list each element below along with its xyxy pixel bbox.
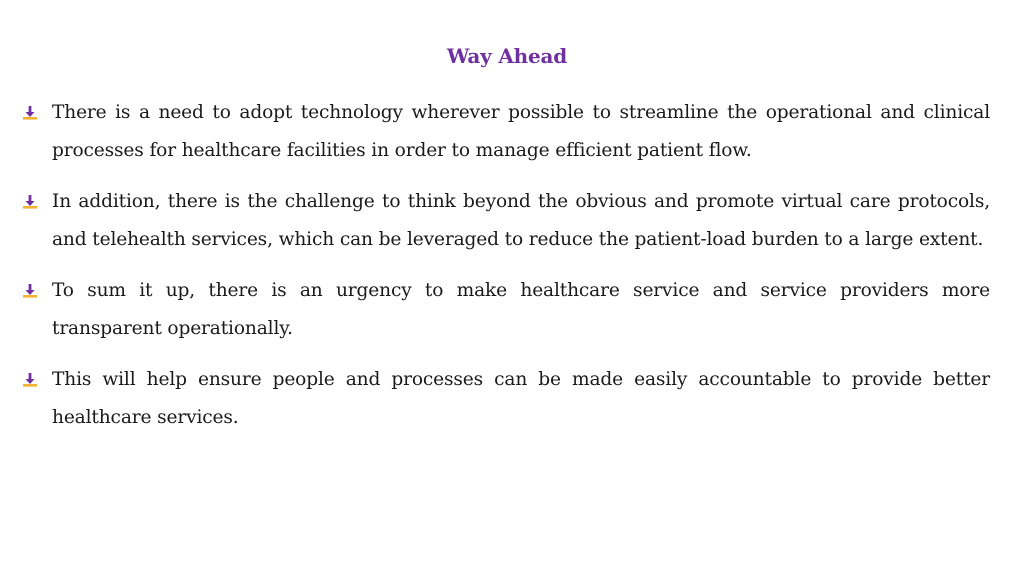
bullet-text: There is a need to adopt technology wherever possible to streamline the operational and clinical processes for healthcare facilities in order to manage efficient patient flow. <box>52 102 990 161</box>
bullet-list <box>22 94 990 450</box>
bullet-item <box>22 183 990 259</box>
bullet-text: This will help ensure people and processes can be made easily accountable to provide better healthcare services. <box>52 369 990 428</box>
down-arrow-bullet-icon <box>22 194 38 210</box>
slide-title: Way Ahead <box>446 44 568 68</box>
down-arrow-bullet-icon <box>22 105 38 121</box>
bullet-text: To sum it up, there is an urgency to make healthcare service and service providers more transparent operationally. <box>52 280 990 339</box>
bullet-item <box>22 94 990 170</box>
down-arrow-bullet-icon <box>22 283 38 299</box>
bullet-text: In addition, there is the challenge to think beyond the obvious and promote virtual care protocols, and telehealth services, which can be leveraged to reduce the patient-load burden to a large extent. <box>52 191 990 250</box>
down-arrow-bullet-icon <box>22 372 38 388</box>
bullet-item <box>22 272 990 348</box>
bullet-item <box>22 361 990 437</box>
